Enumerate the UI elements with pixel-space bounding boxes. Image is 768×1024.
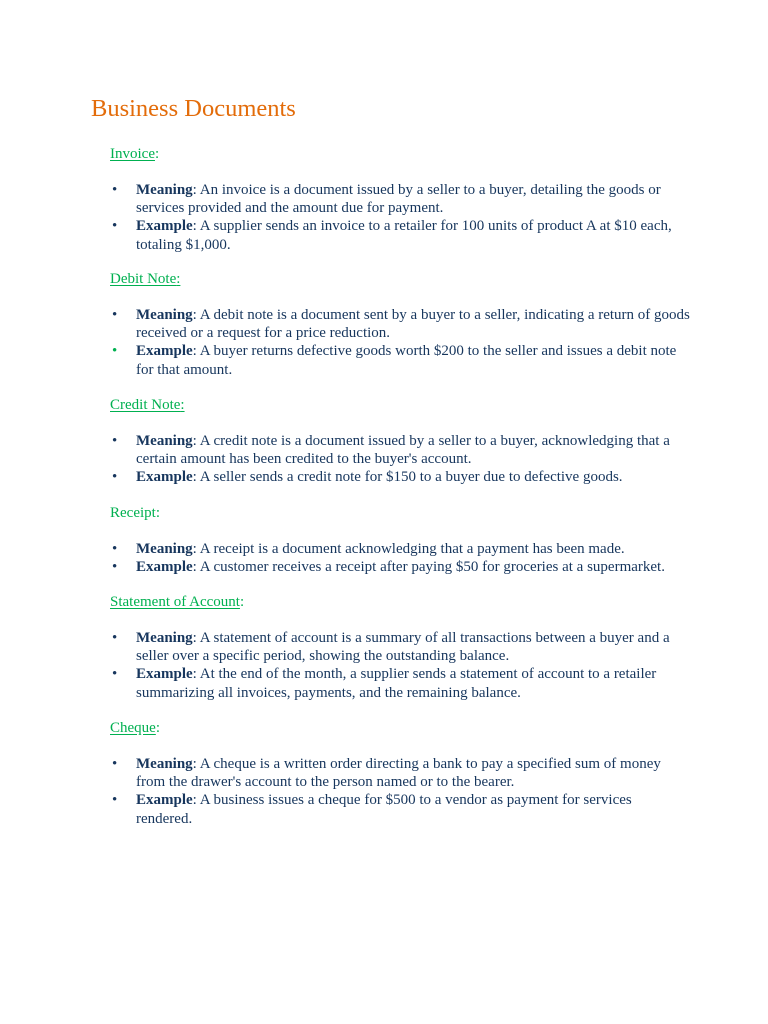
list-item-example xyxy=(110,468,690,486)
item-label: Meaning xyxy=(136,307,193,323)
list-item-meaning xyxy=(110,629,690,665)
section-heading xyxy=(110,504,690,522)
item-label: Example xyxy=(136,559,193,576)
item-text: : A buyer returns defective goods worth $200 to the seller and issues a debit note for that amount. xyxy=(136,343,677,378)
bullet-icon: • xyxy=(112,218,118,235)
list-item-meaning xyxy=(110,181,690,217)
section-heading-text: Statement of Account xyxy=(110,594,240,610)
list-item-example xyxy=(110,665,690,701)
bullet-icon: • xyxy=(112,469,118,486)
section-statement-of-account xyxy=(110,593,690,702)
list-item-meaning xyxy=(110,432,690,468)
item-text: : A customer receives a receipt after paying $50 for groceries at a supermarket. xyxy=(192,559,665,576)
item-label: Example xyxy=(136,218,193,235)
list-item-meaning xyxy=(110,306,690,342)
item-label: Example xyxy=(136,469,193,486)
heading-colon: : xyxy=(180,397,185,413)
heading-colon: : xyxy=(155,505,160,521)
item-label: Example xyxy=(136,343,193,360)
section-heading-text: Debit Note xyxy=(110,271,177,287)
list-item-example xyxy=(110,342,690,378)
list-item-meaning xyxy=(110,755,690,791)
heading-colon: : xyxy=(154,146,160,162)
section-heading-text: Receipt xyxy=(110,505,156,521)
bullet-icon: • xyxy=(112,307,118,323)
bullet-icon: • xyxy=(112,756,118,772)
bullet-icon: • xyxy=(112,666,118,683)
heading-colon: : xyxy=(239,594,245,610)
section-receipt xyxy=(110,504,690,576)
heading-colon: : xyxy=(176,271,181,287)
item-text: : A business issues a cheque for $500 to a vendor as payment for services rendered. xyxy=(136,792,632,827)
item-text: : At the end of the month, a supplier sends a statement of account to a retailer summarizing all invoices, payments, and the remaining balance. xyxy=(136,666,657,701)
section-debit-note xyxy=(110,270,690,379)
item-text: : A credit note is a document issued by a seller to a buyer, acknowledging that a certain amount has been credited to the buyer's account. xyxy=(136,433,670,468)
list-item-example xyxy=(110,217,690,253)
section-cheque xyxy=(110,719,690,828)
item-text: : A seller sends a credit note for $150 to a buyer due to defective goods. xyxy=(192,469,623,486)
bullet-icon: • xyxy=(112,182,118,198)
bullet-list xyxy=(110,540,690,576)
bullet-icon: • xyxy=(112,630,118,646)
bullet-icon: • xyxy=(112,559,118,576)
item-text: : A supplier sends an invoice to a retailer for 100 units of product A at $10 each, totaling $1,000. xyxy=(136,218,672,253)
heading-colon: : xyxy=(155,720,160,736)
section-heading xyxy=(110,396,690,414)
item-label: Meaning xyxy=(136,182,193,198)
document-title: Business Documents xyxy=(91,95,296,122)
item-label: Meaning xyxy=(136,433,193,449)
item-text: : A cheque is a written order directing a bank to pay a specified sum of money from the drawer's account to the person named or to the bearer. xyxy=(136,756,661,791)
section-heading xyxy=(110,719,690,737)
section-invoice xyxy=(110,145,690,254)
section-heading-text: Invoice xyxy=(110,146,155,162)
item-label: Meaning xyxy=(136,541,193,557)
bullet-list xyxy=(110,432,690,487)
bullet-icon: • xyxy=(112,343,118,360)
section-heading xyxy=(110,270,690,288)
list-item-meaning xyxy=(110,540,690,558)
item-label: Meaning xyxy=(136,756,193,772)
item-label: Example xyxy=(136,666,193,683)
section-heading-text: Cheque xyxy=(110,720,156,736)
item-text: : An invoice is a document issued by a seller to a buyer, detailing the goods or services provided and the amount due for payment. xyxy=(136,182,661,217)
bullet-icon: • xyxy=(112,541,118,557)
bullet-icon: • xyxy=(112,433,118,449)
section-heading xyxy=(110,145,690,163)
bullet-list xyxy=(110,306,690,379)
section-credit-note xyxy=(110,396,690,487)
item-label: Example xyxy=(136,792,193,809)
section-heading-text: Credit Note xyxy=(110,397,181,413)
bullet-list xyxy=(110,755,690,828)
section-heading xyxy=(110,593,690,611)
bullet-icon: • xyxy=(112,792,118,809)
list-item-example xyxy=(110,791,690,827)
item-text: : A debit note is a document sent by a buyer to a seller, indicating a return of goods received or a request for a price reduction. xyxy=(136,307,690,342)
list-item-example xyxy=(110,558,690,576)
bullet-list xyxy=(110,181,690,254)
item-label: Meaning xyxy=(136,630,193,646)
item-text: : A statement of account is a summary of all transactions between a buyer and a seller over a specific period, showing the outstanding balance. xyxy=(136,630,670,665)
bullet-list xyxy=(110,629,690,702)
item-text: : A receipt is a document acknowledging that a payment has been made. xyxy=(192,541,625,557)
